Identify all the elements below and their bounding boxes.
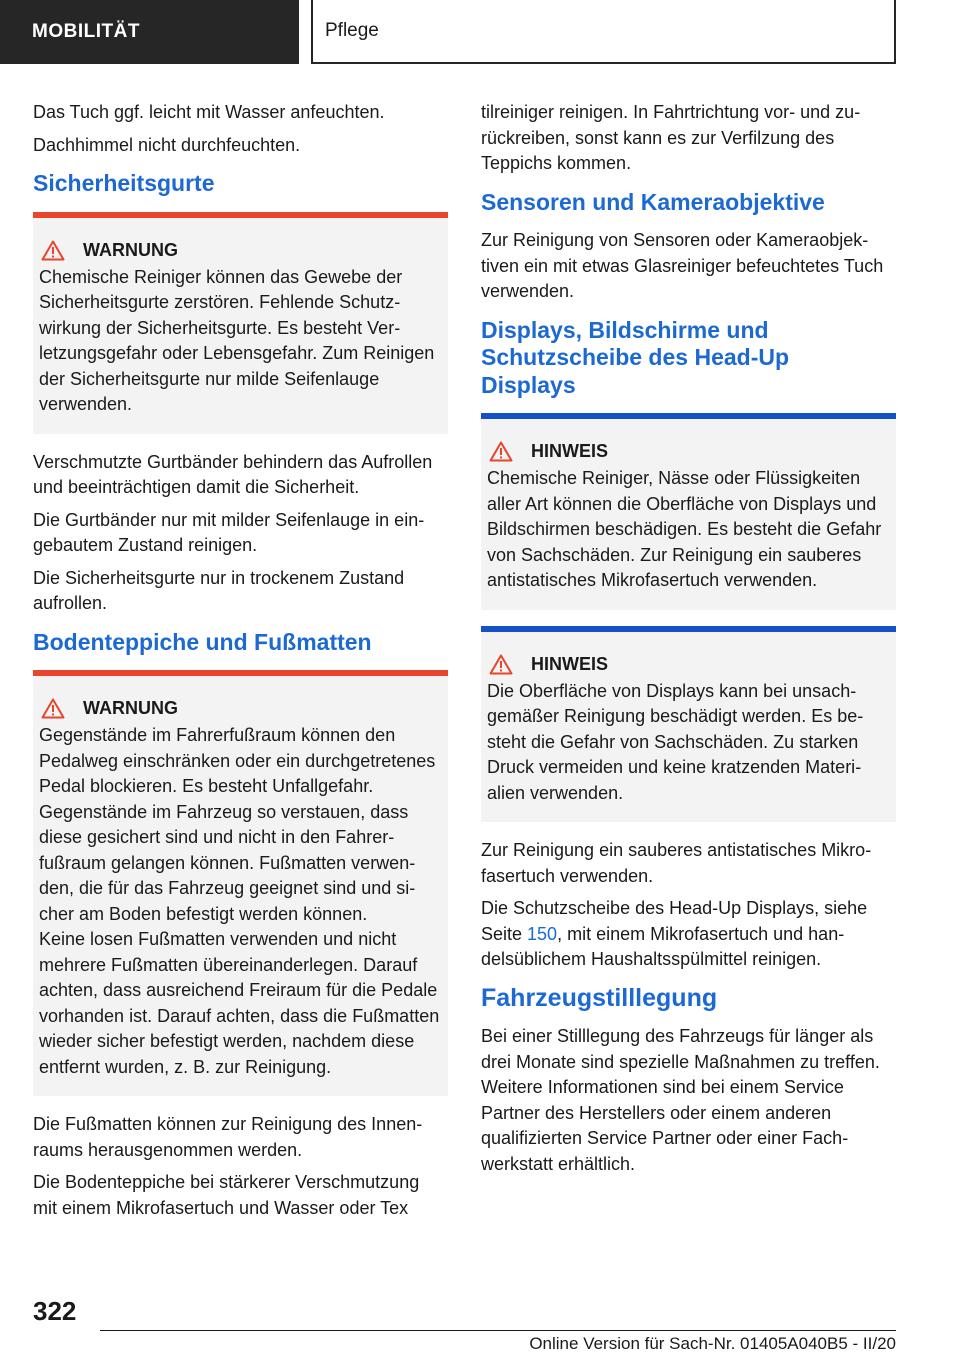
paragraph: Das Tuch ggf. leicht mit Wasser anfeuchten. (33, 102, 385, 122)
warning-header (39, 240, 440, 261)
warning-text: Gegenstände im Fahrerfußraum können den Pedalweg einschränken oder ein durchgetretenes Pedal blockieren. Es besteht Unfallgefahr. Gegenstände im Fahrzeug so verstauen, dass diese gesichert sind und nicht in den Fahrerfußraum gelangen können. Fußmatten verwenden, die für das Fahrzeug geeignet sind und sicher am Boden befestigt werden können. (39, 725, 436, 924)
paragraph: tilreiniger reinigen. In Fahrtrichtung vor- und zurückreiben, sonst kann es zur Verfilzung des Teppichs kommen. (481, 102, 861, 173)
page-reference-link[interactable]: 150 (527, 923, 558, 944)
paragraph (481, 896, 896, 973)
warning-triangle-icon (489, 441, 513, 462)
page-number: 322 (33, 1296, 77, 1326)
heading-bodenteppiche: Bodenteppiche und Fußmatten (33, 628, 372, 655)
paragraph: Die Gurtbänder nur mit milder Seifenlauge in eingebautem Zustand reinigen. (33, 509, 425, 555)
heading-sensoren: Sensoren und Kameraobjektive (481, 188, 825, 215)
warning-box (33, 212, 448, 434)
paragraph: Die Sicherheitsgurte nur in trockenem Zustand aufrollen. (33, 567, 405, 613)
hint-header (487, 654, 888, 675)
heading-sicherheitsgurte: Sicherheitsgurte (33, 170, 215, 196)
hint-box (481, 413, 896, 610)
paragraph: Bei einer Stilllegung des Fahrzeugs für länger als drei Monate sind spezielle Maßnahmen zu treffen. Weitere Informationen sind bei einem Service Partner des Herstellers oder einem anderen qualifizierten Service Partner oder einer Fachwerkstatt erhältlich. (481, 1026, 880, 1174)
left-column (33, 100, 448, 1228)
paragraph: Zur Reinigung ein sauberes antistatisches Mikrofasertuch verwenden. (481, 840, 872, 886)
chapter-title: Pflege (325, 20, 379, 41)
right-column (481, 100, 896, 1184)
warning-triangle-icon (41, 698, 65, 719)
section-title: MOBILITÄT (32, 21, 140, 42)
hint-text: Die Oberfläche von Displays kann bei unsachgemäßer Reinigung beschädigt werden. Es besteht die Gefahr von Sachschäden. Zu starken Druck vermeiden und keine kratzenden Materialien verwenden. (487, 680, 864, 803)
hint-text: Chemische Reiniger, Nässe oder Flüssigkeiten aller Art können die Oberfläche von Displays und Bildschirmen beschädigen. Es besteht die Gefahr von Sachschäden. Zur Reinigung ein sauberes antistatisches Mikrofasertuch verwenden. (487, 468, 882, 590)
paragraph: Die Bodenteppiche bei stärkerer Verschmutzung mit einem Mikrofasertuch und Wasser oder Tex (33, 1172, 420, 1218)
warning-title: WARNUNG (83, 698, 178, 718)
warning-title: WARNUNG (83, 239, 178, 260)
paragraph: Dachhimmel nicht durchfeuchten. (33, 134, 301, 155)
paragraph: Zur Reinigung von Sensoren oder Kameraobjektiven ein mit etwas Glasreiniger befeuchtetes Tuch verwenden. (481, 230, 884, 301)
warning-triangle-icon (41, 240, 65, 261)
heading-fahrzeugstilllegung: Fahrzeugstilllegung (481, 983, 718, 1012)
warning-text: Chemische Reiniger können das Gewebe der Sicherheitsgurte zerstören. Fehlende Schutzwirkung der Sicherheitsgurte. Es besteht Verletzungsgefahr oder Lebensgefahr. Zum Reinigen der Sicherheitsgurte nur milde Seifenlauge verwenden. (39, 266, 435, 414)
hint-box (481, 626, 896, 823)
warning-triangle-icon (489, 654, 513, 675)
warning-box (33, 670, 448, 1096)
paragraph-text: , mit einem Mikrofasertuch und handelsüblichem Haushaltsspülmittel reinigen. (481, 923, 845, 969)
paragraph: Die Fußmatten können zur Reinigung des Innenraums herausgenommen werden. (33, 1114, 423, 1160)
hint-header (487, 441, 888, 462)
footer-divider (100, 1330, 896, 1331)
section-tab (0, 0, 299, 64)
warning-header (39, 698, 440, 719)
chapter-tab (311, 0, 896, 64)
hint-title: HINWEIS (531, 653, 609, 674)
footer-online-version: Online Version für Sach-Nr. 01405A040B5 - II/20 (529, 1334, 896, 1353)
warning-text: Keine losen Fußmatten verwenden und nicht mehrere Fußmatten übereinanderlegen. Darauf achten, dass ausreichend Freiraum für die Pedale vorhanden ist. Darauf achten, dass die Fußmatten wieder sicher befestigt werden, nachdem diese entfernt wurden, z. B. zur Reinigung. (39, 929, 440, 1077)
heading-displays: Displays, Bildschirme und Schutzscheibe des Head-Up Displays (481, 316, 790, 398)
hint-title: HINWEIS (531, 441, 609, 461)
paragraph: Verschmutzte Gurtbänder behindern das Aufrollen und beeinträchtigen damit die Sicherheit. (33, 451, 433, 497)
paragraph-text: Die Schutzscheibe des Head-Up Displays, siehe Seite (481, 898, 868, 944)
